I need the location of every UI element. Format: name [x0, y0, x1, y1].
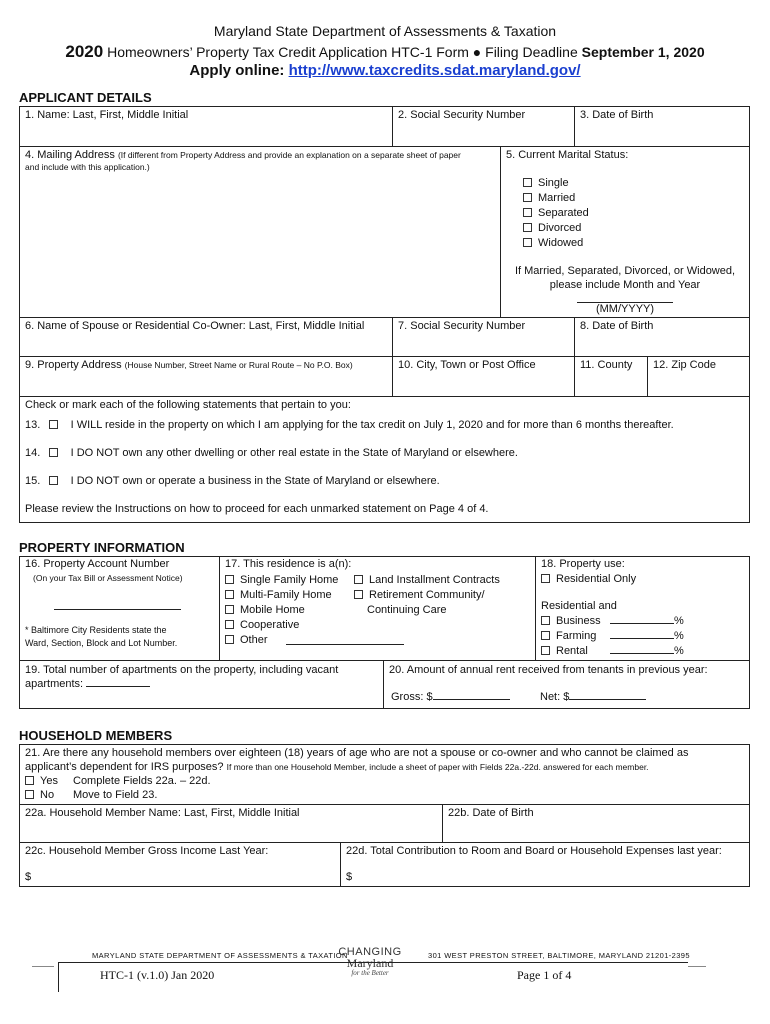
page-number: Page 1 of 4 — [517, 968, 572, 982]
use-residential-only[interactable]: Residential Only — [541, 573, 636, 585]
apply-online-line — [0, 62, 770, 79]
field-20-annual-rent: 20. Amount of annual rent received from tenants in previous year: — [389, 664, 708, 676]
divider — [19, 804, 750, 805]
field-18-property-use: 18. Property use: — [541, 558, 625, 570]
applicant-section-title: APPLICANT DETAILS — [19, 90, 152, 105]
form-title: Homeowners’ Property Tax Credit Application HTC-1 Form ● Filing Deadline — [107, 44, 578, 60]
divider — [574, 106, 575, 146]
field-8-dob[interactable]: 8. Date of Birth — [580, 320, 654, 332]
checkbox[interactable] — [541, 646, 550, 655]
checkbox[interactable] — [523, 178, 532, 187]
property-section-title: PROPERTY INFORMATION — [19, 540, 185, 555]
pct-line[interactable] — [610, 623, 674, 624]
divider — [19, 317, 750, 318]
type-land-installment[interactable]: Land Installment Contracts — [354, 573, 500, 588]
q21-no-option[interactable]: No Move to Field 23. — [25, 789, 157, 801]
divider — [340, 842, 341, 887]
divider — [19, 146, 750, 147]
checkbox[interactable] — [523, 208, 532, 217]
field-16-note: (On your Tax Bill or Assessment Notice) — [33, 573, 183, 583]
divider — [19, 660, 750, 661]
marital-option-separated[interactable]: Separated — [523, 206, 589, 221]
divider — [19, 842, 750, 843]
account-number-line[interactable] — [54, 609, 181, 610]
checkbox[interactable] — [523, 223, 532, 232]
statement-14[interactable]: 14. I DO NOT own any other dwelling or other real estate in the State of Maryland or elsewhere. — [25, 447, 518, 459]
checkbox[interactable] — [225, 620, 234, 629]
form-version: HTC-1 (v.1.0) Jan 2020 — [100, 968, 215, 982]
marital-option-widowed[interactable]: Widowed — [523, 236, 589, 251]
form-title-line — [0, 42, 770, 62]
field-1-name[interactable]: 1. Name: Last, First, Middle Initial — [25, 109, 189, 121]
field-6-spouse-name[interactable]: 6. Name of Spouse or Residential Co-Owner: Last, First, Middle Initial — [25, 320, 365, 332]
divider — [442, 804, 443, 842]
type-other[interactable]: Other — [225, 633, 338, 648]
checkbox[interactable] — [541, 631, 550, 640]
field-4-label: 4. Mailing Address — [25, 149, 115, 161]
field-5-marital-status: 5. Current Marital Status: — [506, 149, 629, 161]
question-21-cont: applicant’s dependent for IRS purposes? If more than one Household Member, include a sheet of paper with Fields 22a.-22d. answered for each member. — [25, 761, 649, 773]
field-17-residence-type: 17. This residence is a(n): — [225, 558, 352, 570]
field-4-mailing-address[interactable] — [25, 149, 461, 161]
net-input-line[interactable] — [569, 699, 646, 700]
apply-online-link[interactable]: http://www.taxcredits.sdat.maryland.gov/ — [288, 62, 581, 79]
other-type-line[interactable] — [286, 644, 404, 645]
footer-agency: MARYLAND STATE DEPARTMENT OF ASSESSMENTS & TAXATION — [92, 951, 348, 960]
field-19-apartments-line[interactable]: apartments: — [25, 678, 150, 690]
mixed-uses — [541, 614, 684, 659]
type-mobile-home[interactable]: Mobile Home — [225, 603, 338, 618]
marital-date-note: If Married, Separated, Divorced, or Widowed, please include Month and Year — [514, 265, 736, 291]
field-22a-member-name[interactable]: 22a. Household Member Name: Last, First, Middle Initial — [25, 807, 300, 819]
footer-address: 301 WEST PRESTON STREET, BALTIMORE, MARYLAND 21201-2395 — [428, 951, 690, 960]
residential-and-label: Residential and — [541, 600, 617, 612]
marital-option-single[interactable]: Single — [523, 176, 589, 191]
checkbox[interactable] — [523, 238, 532, 247]
divider — [219, 556, 220, 660]
marital-option-divorced[interactable]: Divorced — [523, 221, 589, 236]
pct-line[interactable] — [610, 653, 674, 654]
baltimore-note: * Baltimore City Residents state the Ward, Section, Block and Lot Number. — [25, 625, 178, 648]
date-format-hint: (MM/YYYY) — [595, 303, 655, 315]
field-19-apartments: 19. Total number of apartments on the property, including vacant — [25, 664, 339, 676]
divider — [647, 356, 648, 396]
checkbox[interactable] — [354, 575, 363, 584]
form-year: 2020 — [65, 42, 104, 61]
changing-maryland-logo: CHANGING Maryland for the Better — [338, 946, 402, 977]
contribution-dollar: $ — [346, 871, 353, 883]
type-cooperative[interactable]: Cooperative — [225, 618, 338, 633]
question-21: 21. Are there any household members over eighteen (18) years of age who are not a spouse or co-owner and who cannot be claimed as — [25, 747, 689, 759]
checkbox[interactable] — [541, 616, 550, 625]
checkbox[interactable] — [25, 790, 34, 799]
apartments-input-line[interactable] — [86, 686, 150, 687]
field-11-county[interactable]: 11. County — [580, 359, 633, 371]
footer-rule — [32, 966, 54, 967]
checkbox[interactable] — [354, 590, 363, 599]
field-22b-member-dob[interactable]: 22b. Date of Birth — [448, 807, 534, 819]
use-rental[interactable]: Rental % — [541, 644, 684, 659]
field-2-ssn[interactable]: 2. Social Security Number — [398, 109, 526, 121]
field-22c-member-income[interactable]: 22c. Household Member Gross Income Last Year: — [25, 845, 269, 857]
marital-options — [523, 176, 589, 251]
divider — [392, 317, 393, 396]
divider — [535, 556, 536, 660]
divider — [19, 396, 750, 397]
checkbox[interactable] — [49, 448, 58, 457]
field-9-property-address[interactable]: 9. Property Address (House Number, Street Name or Rural Route – No P.O. Box) — [25, 359, 353, 371]
statement-13[interactable]: 13. I WILL reside in the property on which I am applying for the tax credit on July 1, 2020 and for more than 6 months thereafter. — [25, 419, 674, 431]
divider — [383, 660, 384, 709]
checkbox[interactable] — [523, 193, 532, 202]
income-dollar: $ — [25, 871, 32, 883]
apply-online-label: Apply online: — [189, 62, 285, 79]
gross-input-line[interactable] — [433, 699, 510, 700]
footer-rule — [688, 966, 706, 967]
checkbox[interactable] — [225, 635, 234, 644]
gross-rent[interactable]: Gross: $ — [391, 691, 510, 703]
checkbox[interactable] — [49, 420, 58, 429]
divider — [574, 317, 575, 396]
pct-line[interactable] — [610, 638, 674, 639]
marital-option-married[interactable]: Married — [523, 191, 589, 206]
field-7-ssn[interactable]: 7. Social Security Number — [398, 320, 526, 332]
net-rent[interactable]: Net: $ — [540, 691, 646, 703]
use-business[interactable]: Business % — [541, 614, 684, 629]
checkbox[interactable] — [225, 590, 234, 599]
divider — [392, 106, 393, 146]
residence-types-left — [225, 573, 338, 648]
field-3-dob[interactable]: 3. Date of Birth — [580, 109, 654, 121]
field-4-note-a: (If different from Property Address and provide an explanation on a separate sheet of paper — [117, 150, 461, 160]
agency-title: Maryland State Department of Assessments & Taxation — [213, 23, 557, 39]
checkbox[interactable] — [25, 776, 34, 785]
divider — [19, 356, 750, 357]
household-section-title: HOUSEHOLD MEMBERS — [19, 728, 173, 743]
type-single-family[interactable]: Single Family Home — [225, 573, 338, 588]
checkbox[interactable] — [225, 575, 234, 584]
type-multi-family[interactable]: Multi-Family Home — [225, 588, 338, 603]
checkbox[interactable] — [49, 476, 58, 485]
statement-15[interactable]: 15. I DO NOT own or operate a business in the State of Maryland or elsewhere. — [25, 475, 440, 487]
filing-deadline: September 1, 2020 — [581, 44, 705, 60]
use-farming[interactable]: Farming % — [541, 629, 684, 644]
check-intro: Check or mark each of the following statements that pertain to you: — [25, 399, 351, 411]
field-12-zip[interactable]: 12. Zip Code — [653, 359, 716, 371]
residence-types-right — [354, 573, 500, 618]
field-22d-contribution[interactable]: 22d. Total Contribution to Room and Board or Household Expenses last year: — [346, 845, 722, 857]
type-retirement-community[interactable]: Retirement Community/ — [354, 588, 500, 603]
review-note: Please review the Instructions on how to proceed for each unmarked statement on Page 4 of 4. — [25, 503, 489, 515]
checkbox[interactable] — [225, 605, 234, 614]
checkbox[interactable] — [541, 574, 550, 583]
field-10-city[interactable]: 10. City, Town or Post Office — [398, 359, 536, 371]
q21-yes-option[interactable]: Yes Complete Fields 22a. – 22d. — [25, 775, 211, 787]
field-4-note-b: and include with this application.) — [25, 162, 150, 172]
continuing-care-label: Continuing Care — [367, 604, 447, 616]
field-16-account-number[interactable]: 16. Property Account Number — [25, 558, 170, 570]
